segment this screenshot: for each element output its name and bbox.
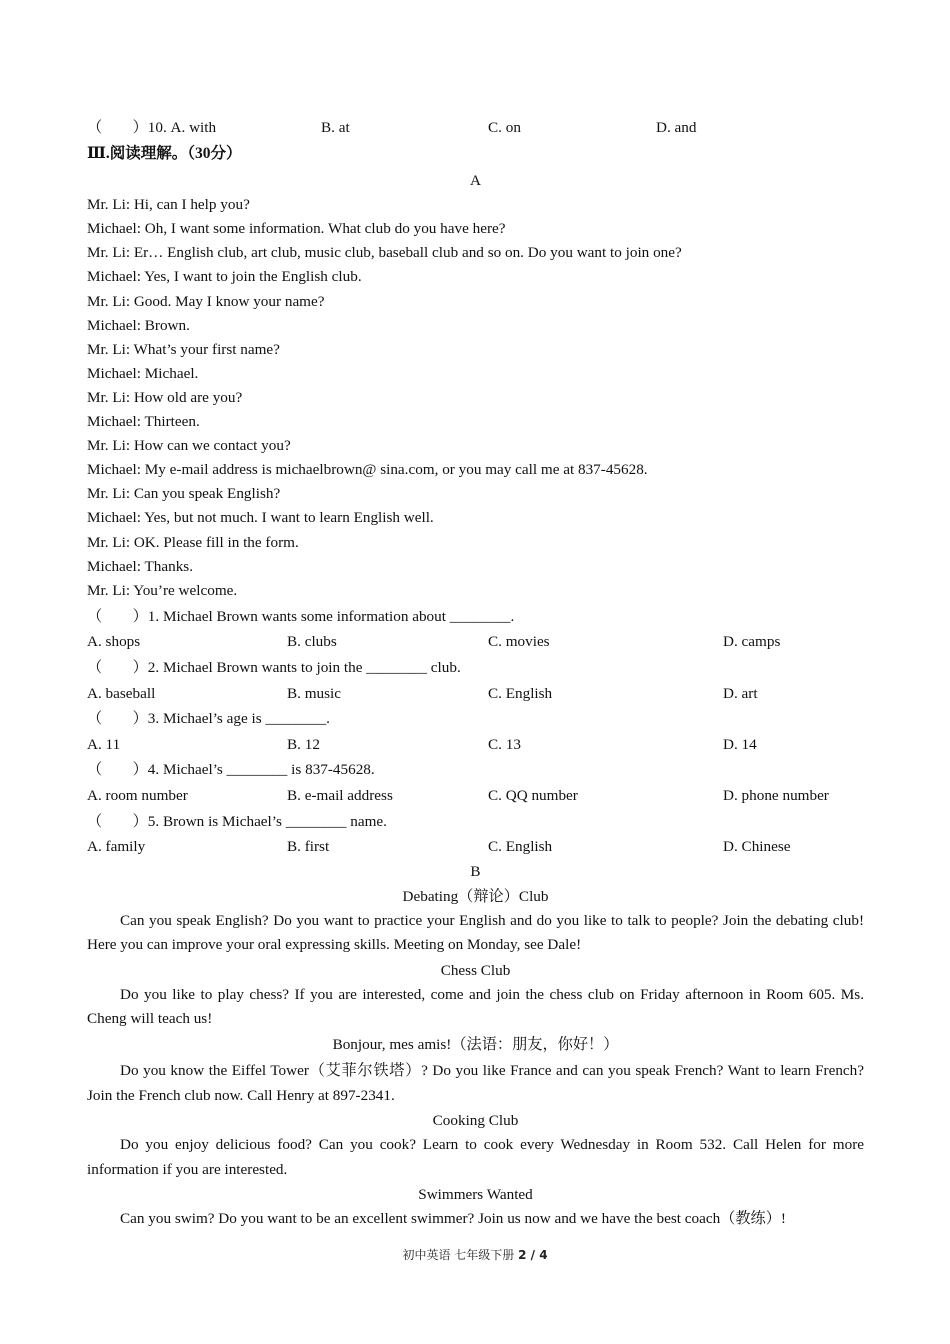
dialogue-line: Mr. Li: How can we contact you? [87, 437, 291, 455]
option-c: C. movies [488, 633, 550, 651]
club-body: Do you know the Eiffel Tower（艾菲尔铁塔）? Do you like France and can you speak French? Want to learn French? Join the French club now. Call Henry at 897-2341. [87, 1062, 864, 1104]
option-b: B. music [287, 684, 342, 702]
section-heading: Ⅲ.阅读理解。（30分） [87, 145, 242, 162]
option-d: D. camps [723, 633, 781, 651]
dialogue-line: Michael: Thirteen. [87, 413, 200, 431]
club-body: Can you speak English? Do you want to practice your English and do you like to talk to people? Join the debating club! Here you can improve your oral expressing skills. Meeting on Monday, see Dale! [87, 911, 864, 954]
club-body: Do you enjoy delicious food? Can you cook? Learn to cook every Wednesday in Room 532. Call Helen for more information if you are interested. [87, 1136, 864, 1178]
question-stem [87, 809, 864, 835]
question-5-stem: （ ）5. Brown is Michael’s ________ name. [87, 812, 387, 830]
option-b: B. clubs [287, 633, 337, 651]
question-options [87, 834, 864, 860]
dialogue-line: Mr. Li: Er… English club, art club, music club, baseball club and so on. Do you want to join one? [87, 244, 682, 262]
dialogue-line: Mr. Li: How old are you? [87, 388, 243, 406]
dialogue-line: Michael: My e-mail address is michaelbrown@ sina.com, or you may call me at 837-45628. [87, 461, 648, 479]
dialogue-line: Michael: Brown. [87, 316, 190, 334]
passage-a-dialogue [87, 193, 864, 603]
question-options [87, 629, 864, 655]
dialogue-line: Mr. Li: OK. Please fill in the form. [87, 533, 299, 551]
option-c: C. English [488, 838, 553, 856]
dialogue-line: Michael: Michael. [87, 364, 199, 382]
option-c: C. QQ number [488, 786, 578, 804]
question-options [87, 681, 864, 707]
option-d: D. Chinese [723, 838, 791, 856]
footer-text: 初中英语 七年级下册 [402, 1248, 515, 1262]
club-title: Swimmers Wanted [418, 1186, 533, 1204]
question-stem [87, 655, 864, 681]
question-stem [87, 604, 864, 630]
prev-option-c: C. on [488, 119, 521, 136]
page-footer [0, 1246, 950, 1263]
passage-b [87, 884, 864, 1232]
dialogue-line: Mr. Li: You’re welcome. [87, 581, 238, 599]
option-b: B. 12 [287, 735, 320, 753]
club-body: Can you swim? Do you want to be an excellent swimmer? Join us now and we have the best coach（教练）! [120, 1210, 786, 1228]
option-b: B. first [287, 838, 330, 856]
passage-a-questions [87, 604, 864, 860]
club-title: Bonjour, mes amis!（法语：朋友，你好！） [332, 1036, 619, 1054]
question-3-stem: （ ）3. Michael’s age is ________. [87, 710, 330, 728]
dialogue-line: Mr. Li: Hi, can I help you? [87, 196, 250, 214]
club-title: Chess Club [440, 961, 511, 979]
club-title: Debating（辩论）Club [402, 887, 549, 905]
option-b: B. e-mail address [287, 786, 393, 804]
club-title: Cooking Club [432, 1112, 519, 1130]
dialogue-line: Michael: Thanks. [87, 557, 194, 575]
dialogue-line: Mr. Li: Can you speak English? [87, 485, 281, 503]
question-4-stem: （ ）4. Michael’s ________ is 837-45628. [87, 761, 375, 779]
question-options [87, 783, 864, 809]
dialogue-line: Mr. Li: Good. May I know your name? [87, 292, 325, 310]
dialogue-line: Michael: Yes, but not much. I want to learn English well. [87, 509, 434, 527]
worksheet-page [87, 116, 864, 1231]
question-stem [87, 706, 864, 732]
question-1-stem: （ ）1. Michael Brown wants some information about ________. [87, 607, 515, 625]
passage-a-label: A [470, 172, 481, 190]
passage-b-label: B [470, 862, 481, 880]
page-number: 2 / 4 [518, 1248, 548, 1262]
question-options [87, 732, 864, 758]
prev-question-row [87, 116, 864, 140]
club-body: Do you like to play chess? If you are interested, come and join the chess club on Friday afternoon in Room 605. Ms. Cheng will teach us! [87, 985, 864, 1028]
dialogue-line: Mr. Li: What’s your first name? [87, 340, 280, 358]
option-c: C. 13 [488, 735, 521, 753]
dialogue-line: Michael: Oh, I want some information. What club do you have here? [87, 220, 506, 238]
option-a: A. 11 [87, 735, 121, 753]
option-d: D. phone number [723, 786, 829, 804]
prev-option-d: D. and [656, 119, 697, 136]
option-d: D. 14 [723, 735, 757, 753]
question-stem [87, 757, 864, 783]
question-2-stem: （ ）2. Michael Brown wants to join the ________ club. [87, 658, 461, 676]
option-a: A. room number [87, 786, 188, 804]
option-a: A. baseball [87, 684, 156, 702]
prev-question-stem: （ ）10. A. with [87, 119, 217, 136]
option-c: C. English [488, 684, 553, 702]
dialogue-line: Michael: Yes, I want to join the English club. [87, 268, 362, 286]
option-a: A. shops [87, 633, 141, 651]
option-a: A. family [87, 838, 146, 856]
prev-option-b: B. at [321, 119, 350, 136]
option-d: D. art [723, 684, 758, 702]
